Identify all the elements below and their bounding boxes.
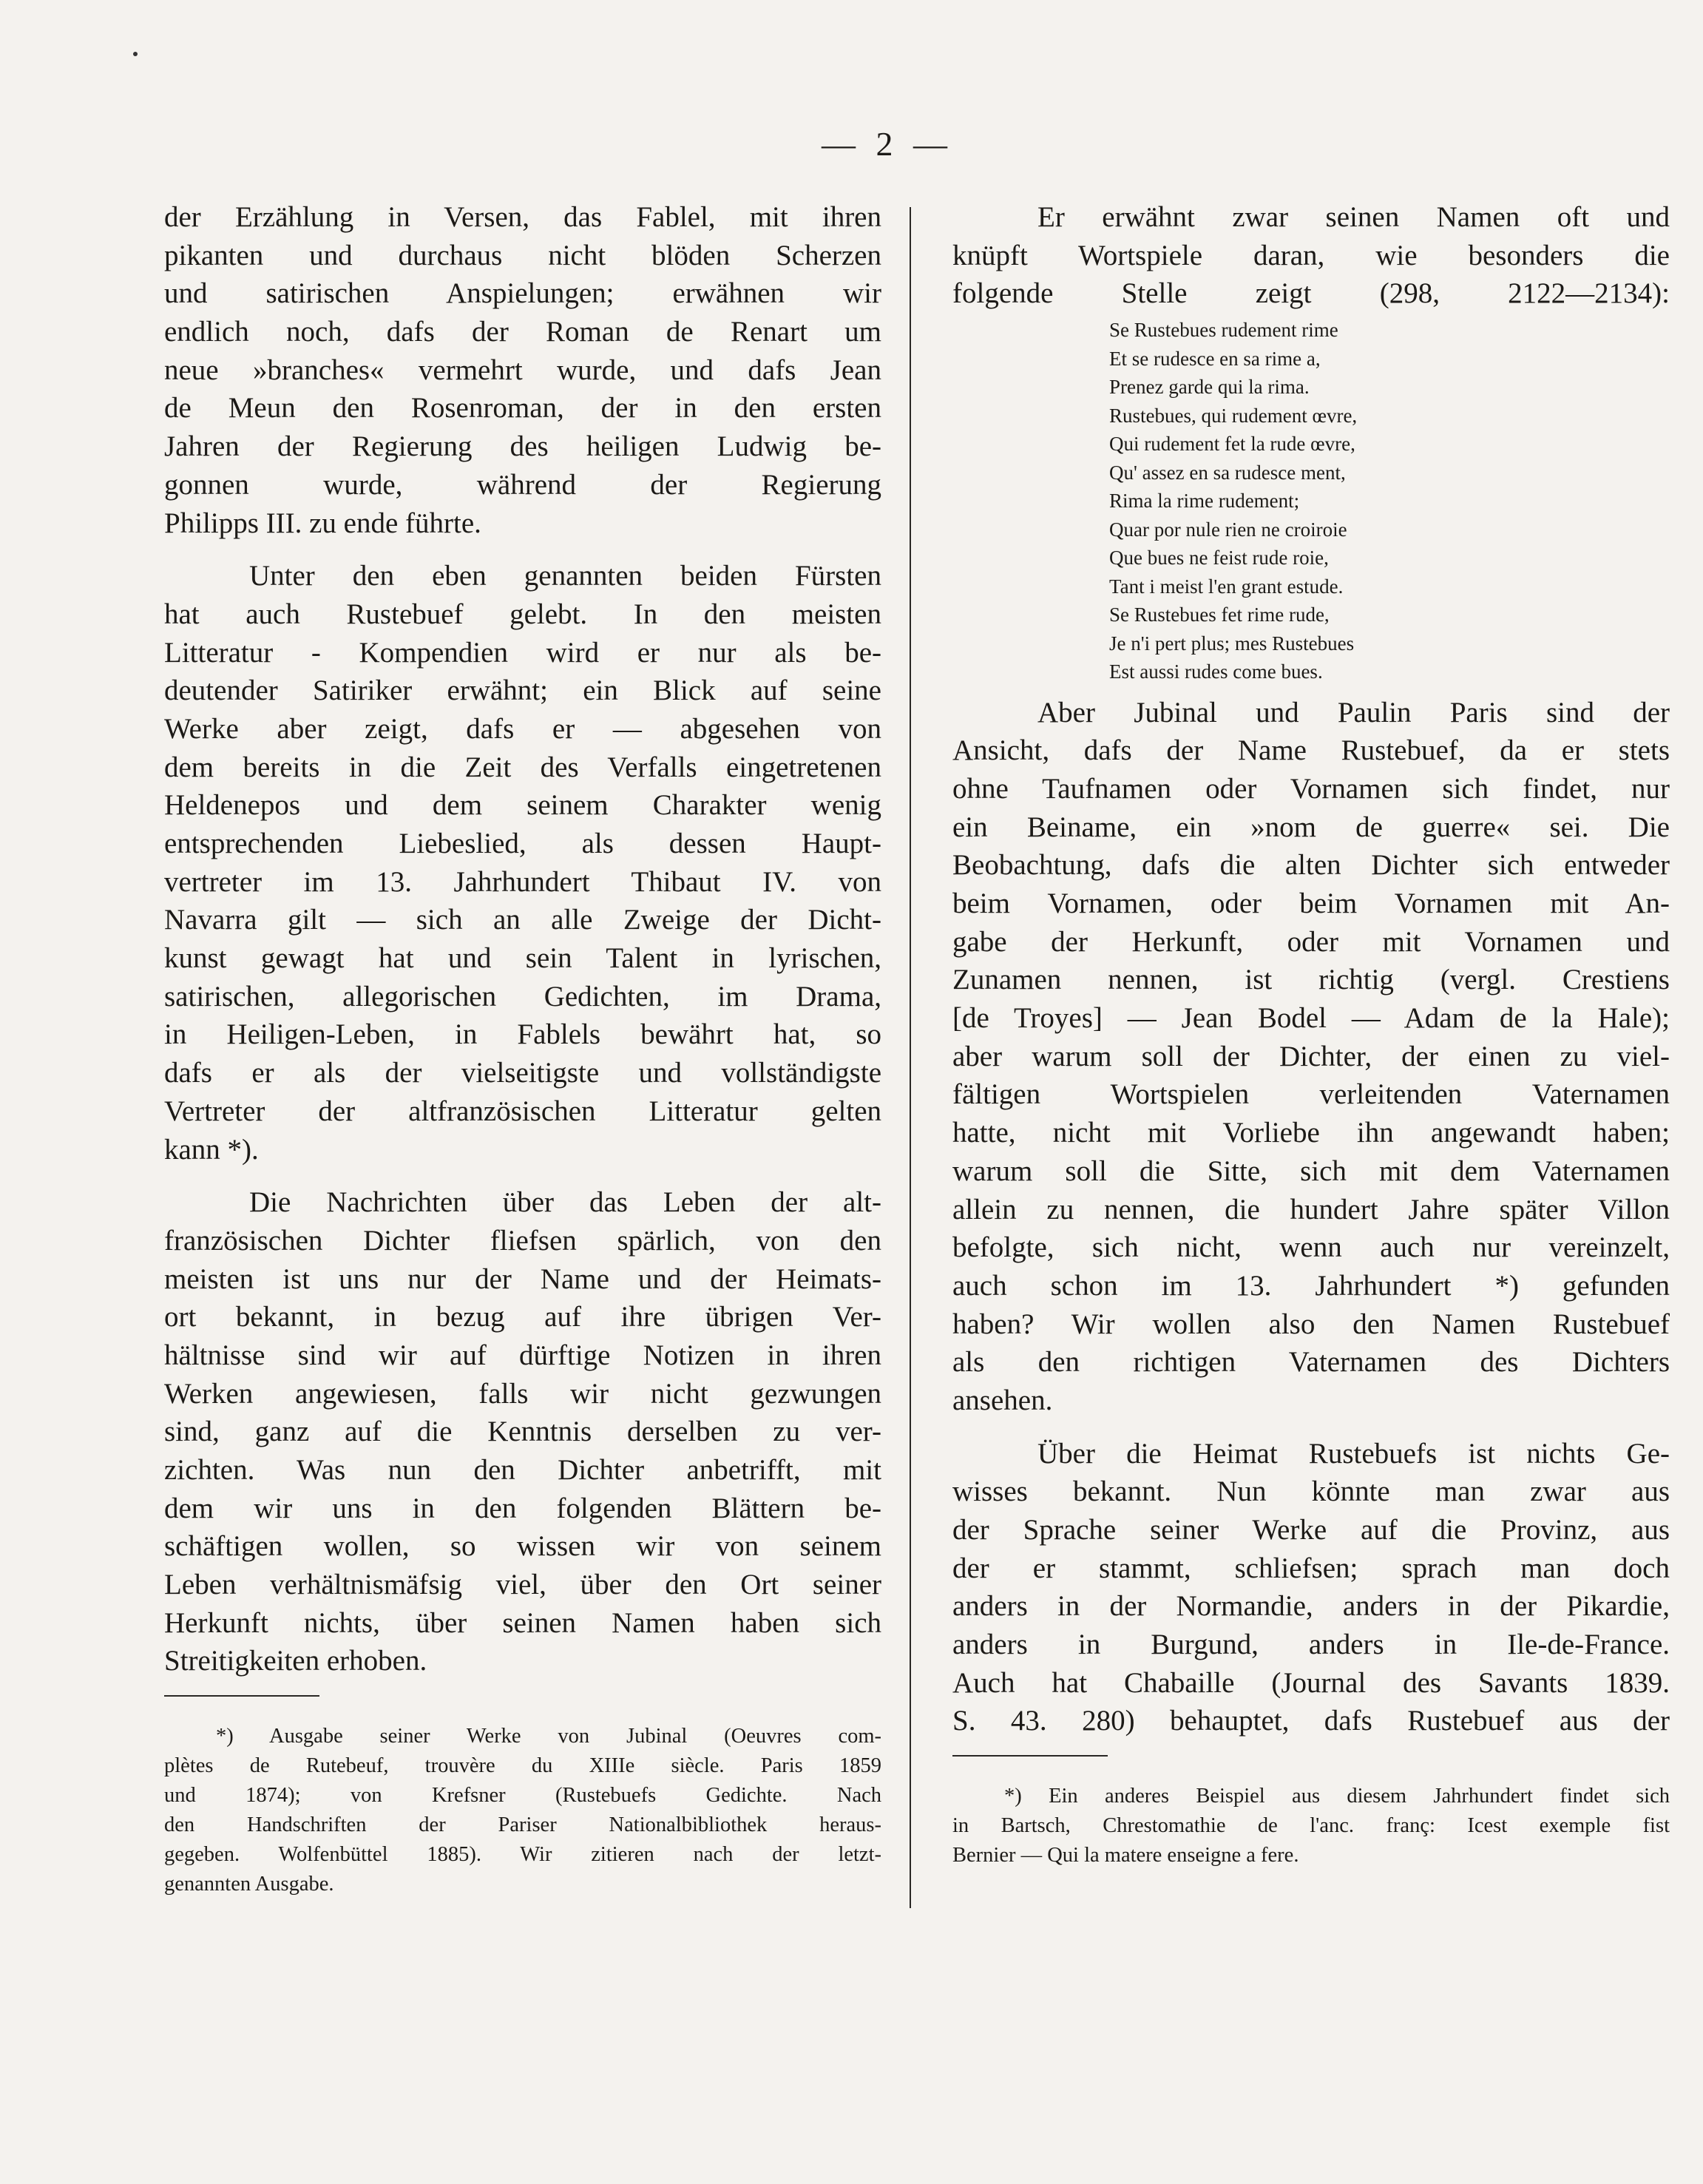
text-line: dafs er als der vielseitigste und vollständigste — [164, 1057, 881, 1089]
text-line: allein zu nennen, die hundert Jahre später Villon — [952, 1193, 1670, 1225]
text-line: neue »branches« vermehrt wurde, und dafs Jean — [164, 354, 881, 386]
footnote-line: *) Ein anderes Beispiel aus diesem Jahrhundert findet sich — [1004, 1785, 1670, 1808]
text-line: S. 43. 280) behauptet, dafs Rustebuef aus der — [952, 1705, 1670, 1737]
text-line: Streitigkeiten erhoben. — [164, 1645, 427, 1677]
footnote-line: genannten Ausgabe. — [164, 1873, 334, 1896]
verse-line: Qu' assez en sa rudesce ment, — [1109, 461, 1346, 484]
text-line: Leben verhältnismäfsig viel, über den Ort seiner — [164, 1569, 881, 1601]
text-line: aber warum soll der Dichter, der einen zu viel- — [952, 1040, 1670, 1072]
text-line: deutender Satiriker erwähnt; ein Blick auf seine — [164, 675, 881, 707]
text-line: kunst gewagt hat und sein Talent in lyrischen, — [164, 942, 881, 975]
text-line: Über die Heimat Rustebuefs ist nichts Ge- — [1037, 1437, 1670, 1470]
text-line: de Meun den Rosenroman, der in den ersten — [164, 392, 881, 425]
text-line: als den richtigen Vaternamen des Dichters — [952, 1346, 1670, 1379]
left-column — [164, 198, 881, 1899]
verse-line: Est aussi rudes come bues. — [1109, 660, 1323, 683]
text-line: Auch hat Chabaille (Journal des Savants 1839. — [952, 1666, 1670, 1699]
text-line: befolgte, sich nicht, wenn auch nur vereinzelt, — [952, 1231, 1670, 1264]
text-line: ansehen. — [952, 1384, 1053, 1416]
text-line: warum soll die Sitte, sich mit dem Vaternamen — [952, 1154, 1670, 1187]
text-line: der er stammt, schliefsen; sprach man doch — [952, 1552, 1670, 1584]
text-line: kann *). — [164, 1133, 259, 1166]
footnote — [164, 1722, 881, 1899]
verse-quotation — [952, 316, 1670, 686]
footnote — [952, 1782, 1670, 1870]
text-line: Navarra gilt — sich an alle Zweige der Dicht- — [164, 904, 881, 936]
text-line: Heldenepos und dem seinem Charakter wenig — [164, 789, 881, 822]
verse-line: Rima la rime rudement; — [1109, 490, 1300, 513]
text-line: pikanten und durchaus nicht blöden Scherzen — [164, 239, 881, 271]
verse-line: Que bues ne feist rude roie, — [1109, 547, 1329, 569]
text-line: entsprechenden Liebeslied, als dessen Haupt- — [164, 828, 881, 859]
footnote-line: den Handschriften der Pariser Nationalbibliothek heraus- — [164, 1813, 881, 1837]
text-line: der Sprache seiner Werke auf die Provinz, aus — [952, 1514, 1670, 1546]
text-line: sind, ganz auf die Kenntnis derselben zu ver- — [164, 1416, 881, 1448]
text-line: Unter den eben genannten beiden Fürsten — [249, 560, 881, 592]
text-line: ort bekannt, in bezug auf ihre übrigen Ver- — [164, 1301, 881, 1333]
text-line: Zunamen nennen, ist richtig (vergl. Crestiens — [952, 964, 1670, 996]
text-line: anders in der Normandie, anders in der Pikardie, — [952, 1590, 1670, 1623]
text-line: meisten ist uns nur der Name und der Heimats- — [164, 1262, 881, 1295]
text-line: knüpft Wortspiele daran, wie besonders die — [952, 239, 1670, 271]
footnote-line: plètes de Rutebeuf, trouvère du XIIIe siècle. Paris 1859 — [164, 1754, 881, 1778]
text-line: hat auch Rustebuef gelebt. In den meisten — [164, 598, 881, 630]
text-line: ein Beiname, ein »nom de guerre« sei. Die — [952, 811, 1670, 843]
text-line: satirischen, allegorischen Gedichten, im Drama, — [164, 980, 881, 1012]
verse-line: Prenez garde qui la rima. — [1109, 376, 1310, 399]
speck-mark — [133, 52, 138, 56]
text-line: schäftigen wollen, so wissen wir von seinem — [164, 1530, 881, 1563]
text-line: haben? Wir wollen also den Namen Rustebuef — [952, 1308, 1670, 1340]
text-line: Werke aber zeigt, dafs er — abgesehen von — [164, 712, 881, 745]
text-line: zichten. Was nun den Dichter anbetrifft, mit — [164, 1454, 881, 1486]
text-line: dem wir uns in den folgenden Blättern be- — [164, 1492, 881, 1524]
footnote-line: in Bartsch, Chrestomathie de l'anc. franç: Icest exemple fist — [952, 1814, 1670, 1838]
verse-line: Qui rudement fet la rude œvre, — [1109, 433, 1355, 456]
text-line: beim Vornamen, oder beim Vornamen mit An- — [952, 888, 1670, 919]
text-line: der Erzählung in Versen, das Fablel, mit ihren — [164, 201, 881, 233]
footnote-rule — [952, 1755, 1108, 1757]
text-line: ohne Taufnamen oder Vornamen sich findet, nur — [952, 772, 1670, 805]
text-line: fältigen Wortspielen verleitenden Vaternamen — [952, 1078, 1670, 1111]
footnote-line: und 1874); von Krefsner (Rustebuefs Gedichte. Nach — [164, 1784, 881, 1808]
verse-line: Tant i meist l'en grant estude. — [1109, 575, 1344, 598]
footnote-rule — [164, 1695, 319, 1697]
footnote-line: Bernier — Qui la matere enseigne a fere. — [952, 1844, 1299, 1867]
text-line: Aber Jubinal und Paulin Paris sind der — [1037, 696, 1670, 728]
text-line: und satirischen Anspielungen; erwähnen wir — [164, 277, 881, 310]
text-line: Herkunft nichts, über seinen Namen haben sich — [164, 1606, 881, 1639]
footnote-line: gegeben. Wolfenbüttel 1885). Wir zitieren nach der letzt- — [164, 1843, 881, 1867]
text-line: in Heiligen-Leben, in Fablels bewährt hat, so — [164, 1018, 881, 1051]
text-line: anders in Burgund, anders in Ile-de-France. — [952, 1629, 1670, 1661]
text-line: Philipps III. zu ende führte. — [164, 507, 481, 539]
text-line: Litteratur - Kompendien wird er nur als be- — [164, 636, 881, 669]
right-column — [952, 198, 1670, 1870]
text-line: vertreter im 13. Jahrhundert Thibaut IV. von — [164, 865, 881, 898]
text-line: französischen Dichter fliefsen spärlich, von den — [164, 1224, 881, 1257]
text-line: dem bereits in die Zeit des Verfalls eingetretenen — [164, 751, 881, 783]
text-line: auch schon im 13. Jahrhundert *) gefunden — [952, 1269, 1670, 1302]
verse-line: Se Rustebues rudement rime — [1109, 319, 1338, 342]
text-line: hältnisse sind wir auf dürftige Notizen in ihren — [164, 1339, 881, 1371]
text-line: Ansicht, dafs der Name Rustebuef, da er stets — [952, 734, 1670, 767]
verse-line: Rustebues, qui rudement œvre, — [1109, 404, 1358, 427]
text-line: Vertreter der altfranzösischen Litteratur gelten — [164, 1095, 881, 1127]
verse-line: Je n'i pert plus; mes Rustebues — [1109, 632, 1355, 655]
text-line: Jahren der Regierung des heiligen Ludwig be- — [164, 430, 881, 463]
text-line: gonnen wurde, während der Regierung — [164, 468, 881, 501]
footnote-line: *) Ausgabe seiner Werke von Jubinal (Oeuvres com- — [216, 1725, 881, 1748]
text-line: Werken angewiesen, falls wir nicht gezwungen — [164, 1377, 881, 1410]
text-line: endlich noch, dafs der Roman de Renart um — [164, 316, 881, 348]
text-line: Die Nachrichten über das Leben der alt- — [249, 1186, 881, 1219]
text-line: Beobachtung, dafs die alten Dichter sich entweder — [952, 849, 1670, 882]
page-number: — 2 — — [822, 125, 953, 163]
text-line: [de Troyes] — Jean Bodel — Adam de la Hale); — [952, 1002, 1670, 1035]
text-line: gabe der Herkunft, oder mit Vornamen und — [952, 925, 1670, 958]
verse-line: Et se rudesce en sa rime a, — [1109, 347, 1321, 370]
verse-line: Quar por nule rien ne croiroie — [1109, 518, 1347, 541]
text-line: folgende Stelle zeigt (298, 2122—2134): — [952, 277, 1670, 310]
text-line: Er erwähnt zwar seinen Namen oft und — [1037, 201, 1670, 233]
text-line: hatte, nicht mit Vorliebe ihn angewandt haben; — [952, 1117, 1670, 1149]
column-divider — [910, 207, 911, 1908]
text-line: wisses bekannt. Nun könnte man zwar aus — [952, 1475, 1670, 1508]
verse-line: Se Rustebues fet rime rude, — [1109, 604, 1330, 626]
